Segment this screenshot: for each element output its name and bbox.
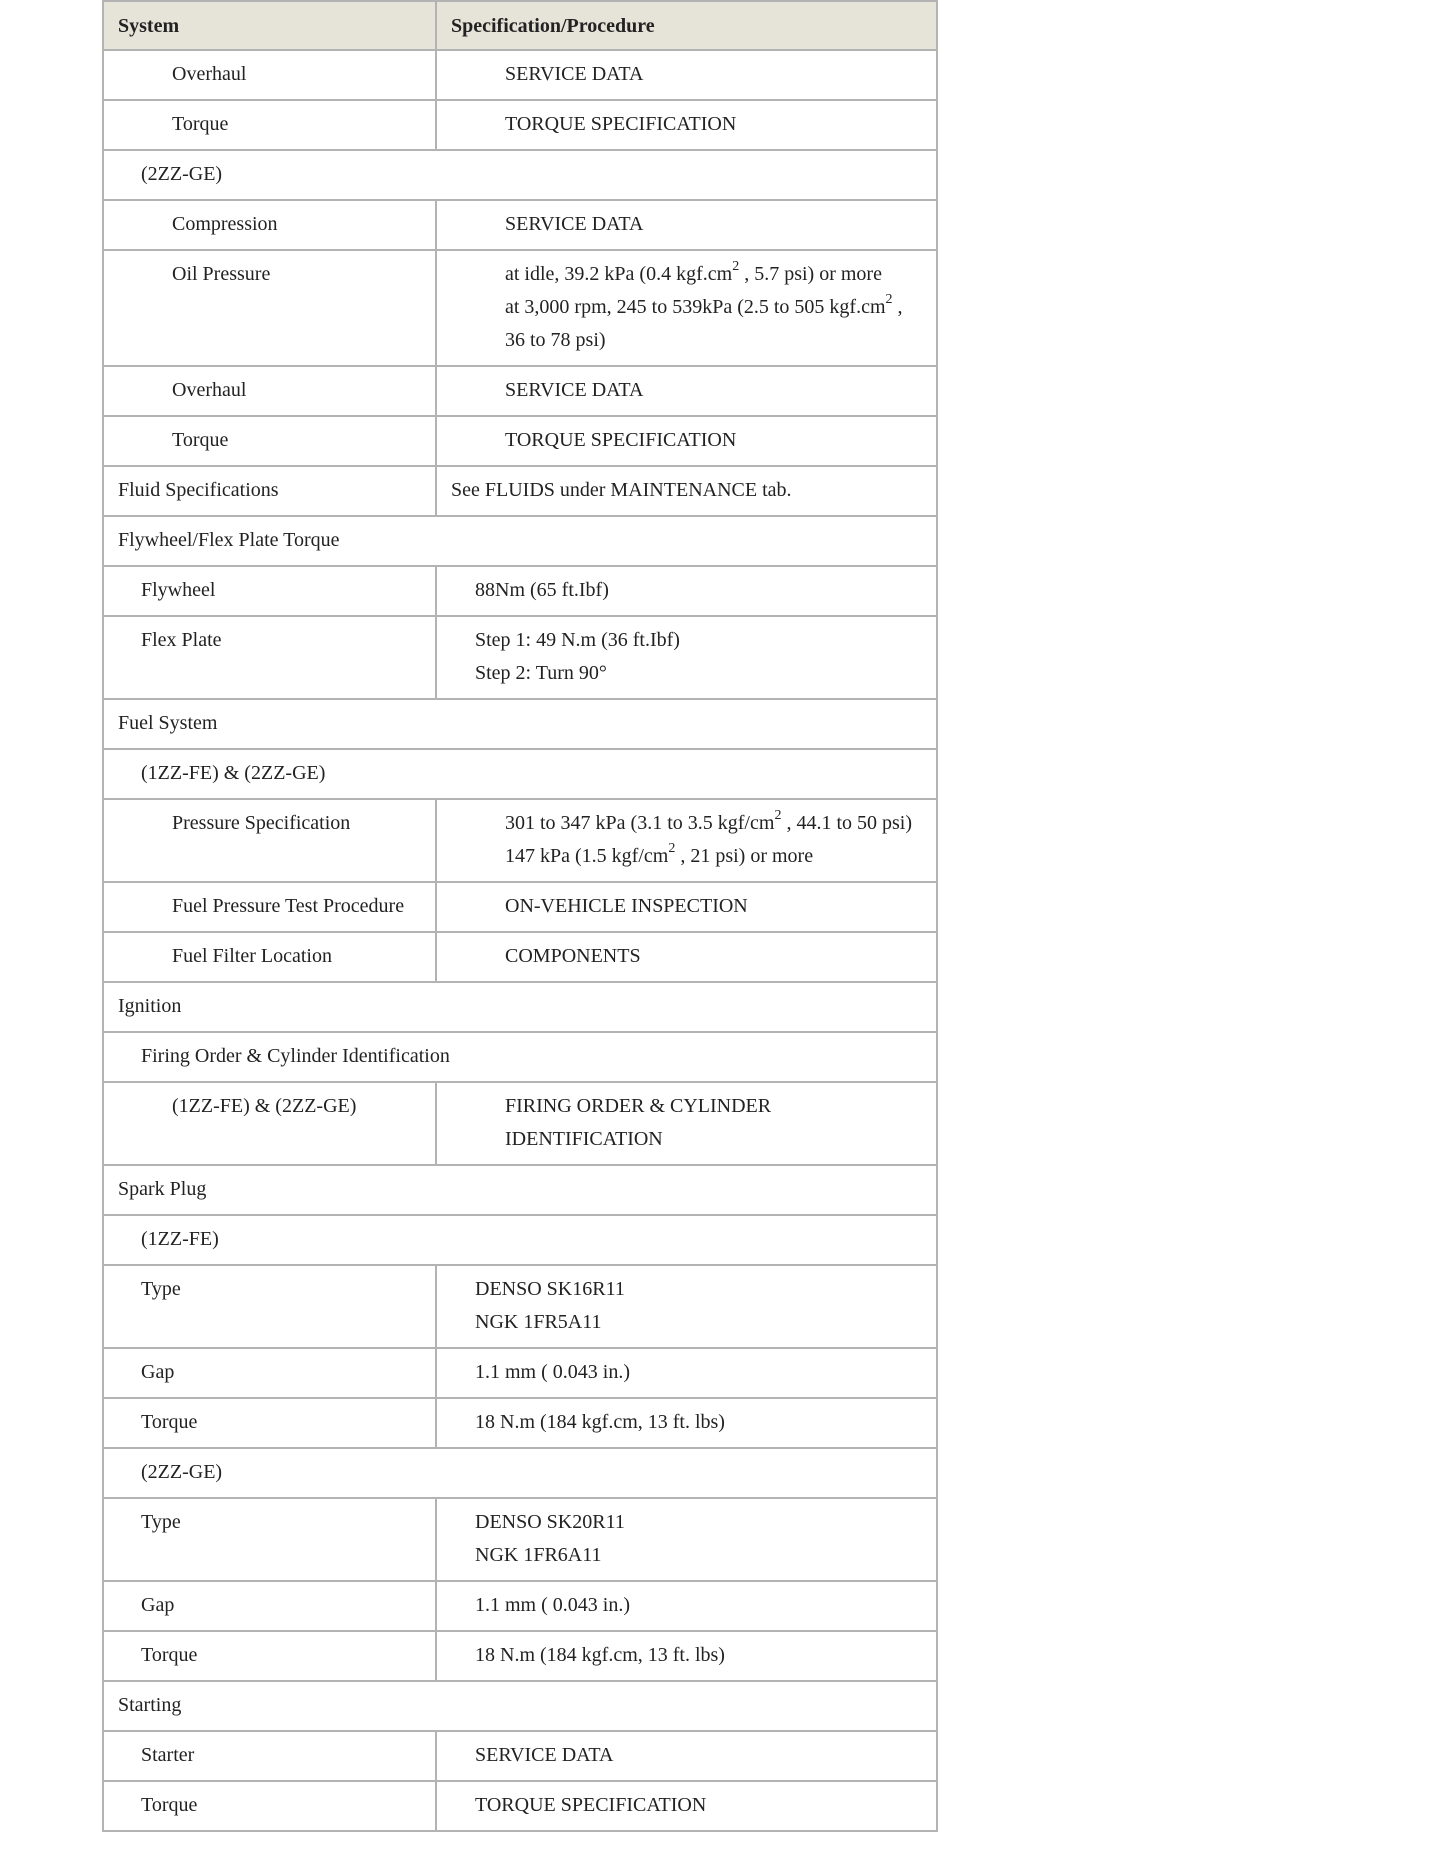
spec-text: 301 to 347 kPa (3.1 to 3.5 kgf/cm xyxy=(505,812,775,834)
table-row xyxy=(103,416,937,466)
spec-text: , 5.7 psi) or more xyxy=(739,263,882,285)
table-row xyxy=(103,1731,937,1781)
table-row xyxy=(103,200,937,250)
superscript: 2 xyxy=(732,259,740,275)
spec-line: Step 2: Turn 90° xyxy=(475,662,607,684)
spec-cell: COMPONENTS xyxy=(436,932,937,982)
spec-cell: 1.1 mm ( 0.043 in.) xyxy=(436,1581,937,1631)
spec-cell: 1.1 mm ( 0.043 in.) xyxy=(436,1348,937,1398)
section-row xyxy=(103,1681,937,1731)
spec-cell: 88Nm (65 ft.Ibf) xyxy=(436,566,937,616)
section-cell: Starting xyxy=(103,1681,937,1731)
table-row xyxy=(103,1498,937,1581)
table-row xyxy=(103,616,937,699)
section-cell: Ignition xyxy=(103,982,937,1032)
spec-cell xyxy=(436,1265,937,1348)
spec-line xyxy=(505,840,918,873)
section-row xyxy=(103,1032,937,1082)
spec-cell: See FLUIDS under MAINTENANCE tab. xyxy=(436,466,937,516)
spec-cell xyxy=(436,1498,937,1581)
superscript: 2 xyxy=(668,841,676,857)
spec-cell: SERVICE DATA xyxy=(436,366,937,416)
section-cell: Fuel System xyxy=(103,699,937,749)
system-cell: Type xyxy=(103,1498,436,1581)
spec-cell: 18 N.m (184 kgf.cm, 13 ft. lbs) xyxy=(436,1631,937,1681)
spec-cell: TORQUE SPECIFICATION xyxy=(436,100,937,150)
section-cell: Spark Plug xyxy=(103,1165,937,1215)
table-row xyxy=(103,1581,937,1631)
table-row xyxy=(103,1348,937,1398)
table-row xyxy=(103,882,937,932)
table-row xyxy=(103,932,937,982)
spec-line: NGK 1FR6A11 xyxy=(475,1544,602,1566)
system-cell: Torque xyxy=(103,1398,436,1448)
spec-line xyxy=(505,258,926,291)
spec-cell: SERVICE DATA xyxy=(436,50,937,100)
spec-cell xyxy=(436,616,937,699)
section-row xyxy=(103,1215,937,1265)
system-cell: Torque xyxy=(103,1781,436,1831)
system-cell: Flex Plate xyxy=(103,616,436,699)
superscript: 2 xyxy=(885,292,893,308)
system-cell: Torque xyxy=(103,100,436,150)
spec-cell: FIRING ORDER & CYLINDER IDENTIFICATION xyxy=(436,1082,937,1165)
table-row xyxy=(103,1781,937,1831)
system-cell: Type xyxy=(103,1265,436,1348)
section-cell: (2ZZ-GE) xyxy=(103,150,937,200)
spec-text: at 3,000 rpm, 245 to 539kPa (2.5 to 505 kgf.cm xyxy=(505,296,886,318)
spec-table xyxy=(102,0,938,1832)
section-cell: (1ZZ-FE) xyxy=(103,1215,937,1265)
superscript: 2 xyxy=(774,808,782,824)
section-cell: (2ZZ-GE) xyxy=(103,1448,937,1498)
system-cell: (1ZZ-FE) & (2ZZ-GE) xyxy=(103,1082,436,1165)
table-row xyxy=(103,1631,937,1681)
column-header-specification: Specification/Procedure xyxy=(436,1,937,50)
spec-line: DENSO SK16R11 xyxy=(475,1278,625,1300)
spec-cell: 18 N.m (184 kgf.cm, 13 ft. lbs) xyxy=(436,1398,937,1448)
table-row xyxy=(103,366,937,416)
system-cell: Gap xyxy=(103,1581,436,1631)
section-row xyxy=(103,749,937,799)
system-cell: Fuel Filter Location xyxy=(103,932,436,982)
spec-text: at idle, 39.2 kPa (0.4 kgf.cm xyxy=(505,263,733,285)
spec-cell xyxy=(436,799,937,882)
spec-cell: ON-VEHICLE INSPECTION xyxy=(436,882,937,932)
spec-line xyxy=(505,807,918,840)
table-row xyxy=(103,50,937,100)
table-row xyxy=(103,1082,937,1165)
table-row xyxy=(103,466,937,516)
system-cell: Torque xyxy=(103,416,436,466)
system-cell: Oil Pressure xyxy=(103,250,436,366)
section-row xyxy=(103,516,937,566)
system-cell: Starter xyxy=(103,1731,436,1781)
system-cell: Flywheel xyxy=(103,566,436,616)
spec-text: , 44.1 to 50 psi) xyxy=(781,812,912,834)
spec-line: DENSO SK20R11 xyxy=(475,1511,625,1533)
spec-line: NGK 1FR5A11 xyxy=(475,1311,602,1333)
section-row xyxy=(103,1448,937,1498)
section-cell: Firing Order & Cylinder Identification xyxy=(103,1032,937,1082)
section-row xyxy=(103,982,937,1032)
system-cell: Overhaul xyxy=(103,50,436,100)
table-header-row xyxy=(103,1,937,50)
spec-cell: SERVICE DATA xyxy=(436,200,937,250)
section-cell: (1ZZ-FE) & (2ZZ-GE) xyxy=(103,749,937,799)
table-row xyxy=(103,799,937,882)
system-cell: Compression xyxy=(103,200,436,250)
system-cell: Gap xyxy=(103,1348,436,1398)
system-cell: Pressure Specification xyxy=(103,799,436,882)
table-row xyxy=(103,1398,937,1448)
spec-cell xyxy=(436,250,937,366)
spec-line: Step 1: 49 N.m (36 ft.Ibf) xyxy=(475,629,680,651)
spec-text: , 36 to 78 psi) xyxy=(505,296,903,351)
spec-cell: TORQUE SPECIFICATION xyxy=(436,416,937,466)
table-row xyxy=(103,566,937,616)
spec-text: 147 kPa (1.5 kgf/cm xyxy=(505,845,669,867)
section-row xyxy=(103,699,937,749)
section-row xyxy=(103,1165,937,1215)
spec-text: , 21 psi) or more xyxy=(675,845,814,867)
column-header-system: System xyxy=(103,1,436,50)
spec-cell: SERVICE DATA xyxy=(436,1731,937,1781)
spec-line xyxy=(505,291,926,357)
system-cell: Overhaul xyxy=(103,366,436,416)
system-cell: Fluid Specifications xyxy=(103,466,436,516)
section-cell: Flywheel/Flex Plate Torque xyxy=(103,516,937,566)
table-row xyxy=(103,1265,937,1348)
table-row xyxy=(103,100,937,150)
spec-cell: TORQUE SPECIFICATION xyxy=(436,1781,937,1831)
table-row xyxy=(103,250,937,366)
system-cell: Fuel Pressure Test Procedure xyxy=(103,882,436,932)
section-row xyxy=(103,150,937,200)
system-cell: Torque xyxy=(103,1631,436,1681)
